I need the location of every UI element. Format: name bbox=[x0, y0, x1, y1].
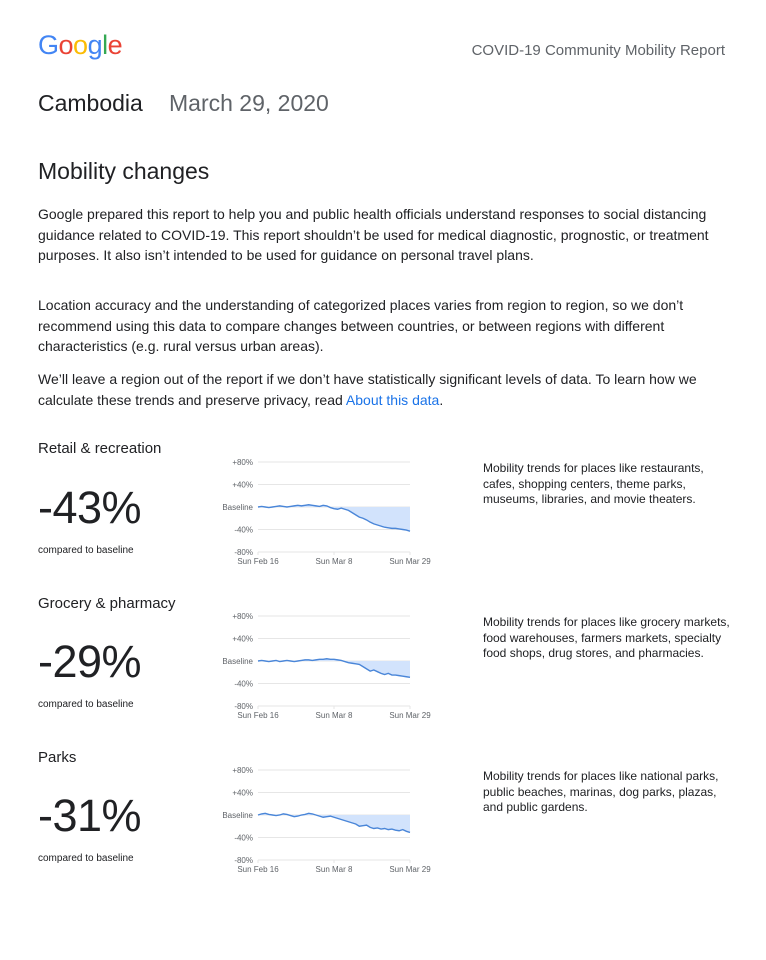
x-tick-label: Sun Feb 16 bbox=[237, 557, 279, 566]
mobility-chart-parks bbox=[200, 760, 440, 885]
compared-label-retail: compared to baseline bbox=[38, 545, 134, 556]
country-name: Cambodia bbox=[38, 90, 143, 116]
logo-letter: o bbox=[73, 30, 88, 60]
logo-letter: e bbox=[107, 30, 123, 60]
intro-paragraph-3-text: We’ll leave a region out of the report if we don’t have statistically significant levels of data. To learn how we calculate these trends and preserve privacy, read bbox=[38, 371, 697, 408]
y-tick-label: -40% bbox=[234, 679, 253, 689]
category-label-grocery: Grocery & pharmacy bbox=[38, 595, 176, 612]
y-tick-label: -40% bbox=[234, 525, 253, 535]
y-tick-label: +40% bbox=[232, 788, 253, 798]
y-tick-label: -80% bbox=[234, 548, 253, 557]
x-tick-label: Sun Mar 29 bbox=[389, 711, 431, 720]
y-tick-label: -40% bbox=[234, 833, 253, 843]
y-tick-label: Baseline bbox=[222, 503, 253, 512]
x-tick-label: Sun Mar 8 bbox=[315, 557, 353, 566]
google-logo bbox=[38, 30, 122, 61]
mobility-chart-retail bbox=[200, 452, 440, 577]
y-tick-label: +40% bbox=[232, 634, 253, 644]
report-date: March 29, 2020 bbox=[169, 90, 329, 116]
x-tick-label: Sun Feb 16 bbox=[237, 865, 279, 874]
percent-change-retail: -43% bbox=[38, 482, 142, 533]
x-tick-label: Sun Mar 29 bbox=[389, 557, 431, 566]
compared-label-grocery: compared to baseline bbox=[38, 699, 134, 710]
x-tick-label: Sun Mar 8 bbox=[315, 865, 353, 874]
compared-label-parks: compared to baseline bbox=[38, 853, 134, 864]
description-retail: Mobility trends for places like restaurants, cafes, shopping centers, theme parks, museums, libraries, and movie theaters. bbox=[483, 461, 704, 506]
chart-svg bbox=[200, 606, 440, 731]
description-parks: Mobility trends for places like national parks, public beaches, marinas, dog parks, plazas, and public gardens. bbox=[483, 769, 719, 814]
logo-letter: l bbox=[102, 30, 108, 60]
intro-paragraph-2: Location accuracy and the understanding of categorized places varies from region to region, so we don’t recommend using this data to compare changes between countries, or between regions with different characteristics (e.g. rural versus urban areas). bbox=[38, 297, 684, 354]
chart-svg bbox=[200, 452, 440, 577]
x-tick-label: Sun Mar 8 bbox=[315, 711, 353, 720]
intro-paragraph-1: Google prepared this report to help you and public health officials understand responses to social distancing guidance related to COVID-19. This report shouldn’t be used for medical diagnostic, prognostic, or treatment purposes. It also isn’t intended to be used for guidance on personal travel plans. bbox=[38, 206, 709, 263]
logo-letter: G bbox=[38, 30, 59, 60]
intro-paragraph-3-end: . bbox=[439, 391, 444, 408]
category-label-retail: Retail & recreation bbox=[38, 440, 162, 457]
logo-letter: o bbox=[58, 30, 74, 60]
y-tick-label: +80% bbox=[232, 458, 253, 467]
y-tick-label: Baseline bbox=[222, 657, 253, 666]
y-tick-label: -80% bbox=[234, 856, 253, 865]
y-tick-label: Baseline bbox=[222, 811, 253, 820]
percent-change-grocery: -29% bbox=[38, 636, 142, 687]
y-tick-label: +40% bbox=[232, 480, 253, 490]
logo-letter: g bbox=[87, 30, 103, 60]
y-tick-label: +80% bbox=[232, 612, 253, 621]
description-grocery: Mobility trends for places like grocery markets, food warehouses, farmers markets, specialty food shops, drug stores, and pharmacies. bbox=[483, 615, 730, 660]
mobility-chart-grocery bbox=[200, 606, 440, 731]
x-tick-label: Sun Mar 29 bbox=[389, 865, 431, 874]
chart-svg bbox=[200, 760, 440, 885]
intro-paragraph-3 bbox=[38, 369, 728, 410]
percent-change-parks: -31% bbox=[38, 790, 142, 841]
y-tick-label: +80% bbox=[232, 766, 253, 775]
x-tick-label: Sun Feb 16 bbox=[237, 711, 279, 720]
report-title: COVID-19 Community Mobility Report bbox=[471, 42, 725, 59]
y-tick-label: -80% bbox=[234, 702, 253, 711]
about-this-data-link[interactable]: About this data bbox=[345, 391, 440, 408]
category-label-parks: Parks bbox=[38, 749, 77, 766]
section-title: Mobility changes bbox=[38, 158, 210, 184]
